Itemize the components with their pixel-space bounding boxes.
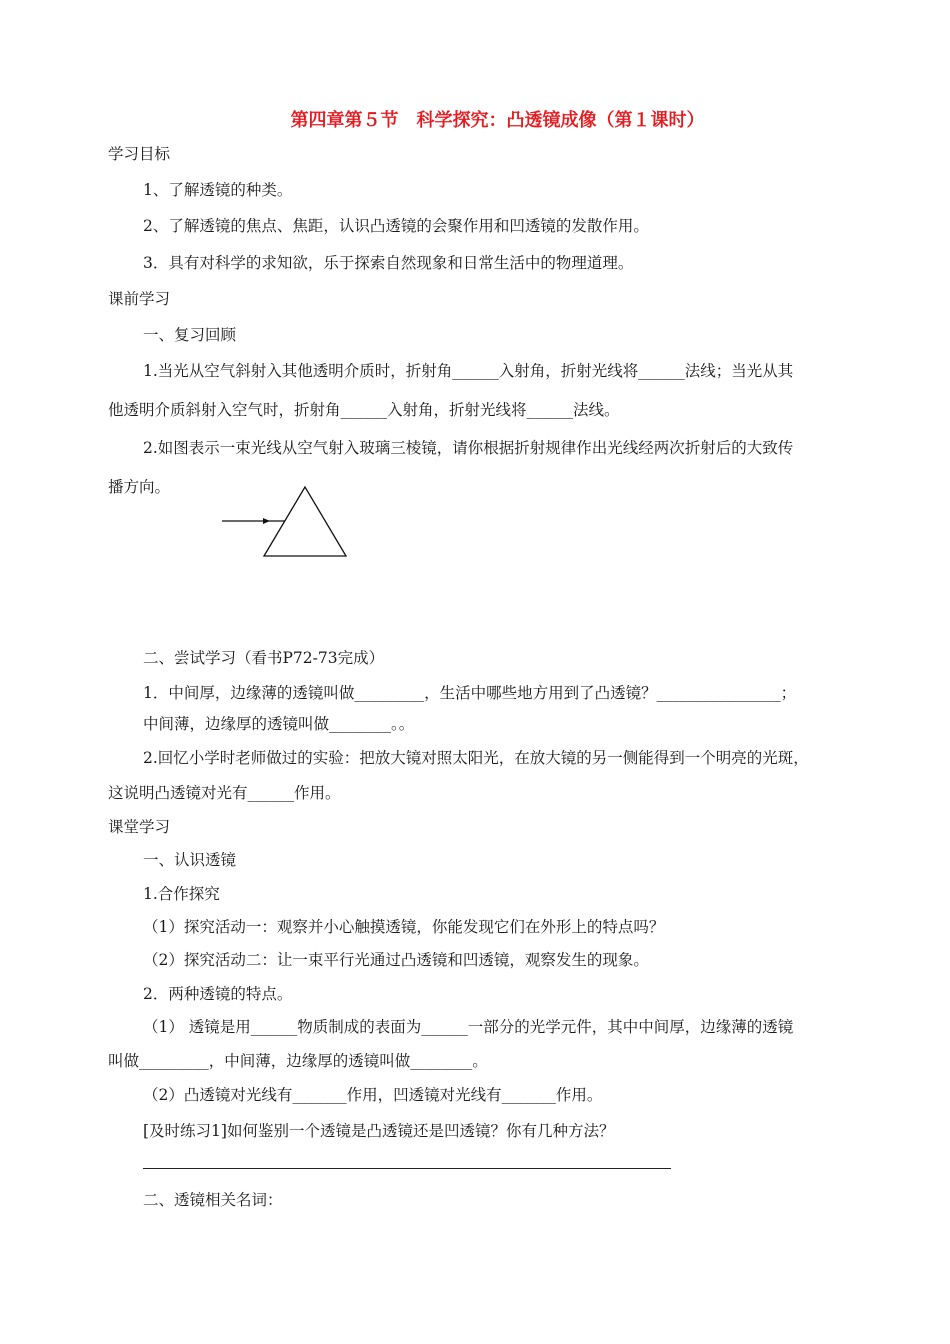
trial-2-line-2: 这说明凸透镜对光有______作用。 bbox=[108, 784, 341, 802]
inclass-heading: 课堂学习 bbox=[108, 818, 171, 836]
feature-1-line-1: （1） 透镜是用______物质制成的表面为______一部分的光学元件，其中中间厚，边缘薄的透镜 bbox=[143, 1018, 794, 1036]
lens-features: 2．两种透镜的特点。 bbox=[143, 985, 293, 1003]
question-2-line-1: 2.如图表示一束光线从空气射入玻璃三棱镜，请你根据折射规律作出光线经两次折射后的大致传 bbox=[143, 439, 794, 457]
page-title: 第四章第５节 科学探究：凸透镜成像（第１课时） bbox=[290, 110, 705, 131]
question-2-line-2: 播方向。 bbox=[108, 478, 171, 496]
objective-item-1: 1、了解透镜的种类。 bbox=[143, 181, 293, 199]
objective-item-3: 3．具有对科学的求知欲，乐于探索自然现象和日常生活中的物理道理。 bbox=[143, 254, 634, 272]
trial-1-line-1: 1．中间厚，边缘薄的透镜叫做_________，生活中哪些地方用到了凸透镜？________________； bbox=[143, 684, 797, 702]
feature-2: （2）凸透镜对光线有_______作用，凹透镜对光线有_______作用。 bbox=[143, 1086, 603, 1104]
activity-1: （1）探究活动一：观察并小心触摸透镜，你能发现它们在外形上的特点吗？ bbox=[143, 918, 665, 936]
answer-line bbox=[143, 1168, 671, 1169]
objectives-heading: 学习目标 bbox=[108, 145, 171, 163]
objective-item-2: 2、了解透镜的焦点、焦距，认识凸透镜的会聚作用和凹透镜的发散作用。 bbox=[143, 217, 649, 235]
preclass-heading: 课前学习 bbox=[108, 290, 171, 308]
question-1-line-2: 他透明介质斜射入空气时，折射角______入射角，折射光线将______法线。 bbox=[108, 401, 620, 419]
trial-2-line-1: 2.回忆小学时老师做过的实验：把放大镜对照太阳光，在放大镜的另一侧能得到一个明亮的光斑， bbox=[143, 749, 809, 767]
activity-2: （2）探究活动二：让一束平行光通过凸透镜和凹透镜，观察发生的现象。 bbox=[143, 951, 649, 969]
section-2-heading: 二、透镜相关名词： bbox=[143, 1191, 283, 1209]
trial-1-line-2: 中间薄，边缘厚的透镜叫做________。。 bbox=[143, 715, 415, 733]
question-1-line-1: 1.当光从空气斜射入其他透明介质时，折射角______入射角，折射光线将______法线；当光从其 bbox=[143, 362, 794, 380]
feature-1-line-2: 叫做_________，中间薄，边缘厚的透镜叫做________。 bbox=[108, 1052, 488, 1070]
ray-arrowhead-icon bbox=[263, 518, 270, 524]
practice-1: [及时练习1]如何鉴别一个透镜是凸透镜还是凹透镜？你有几种方法？ bbox=[143, 1122, 615, 1140]
section-1-heading: 一、认识透镜 bbox=[143, 851, 237, 869]
review-heading: 一、复习回顾 bbox=[143, 326, 237, 344]
cooperative-inquiry: 1.合作探究 bbox=[143, 885, 220, 903]
trial-heading: 二、尝试学习（看书P72-73完成） bbox=[143, 649, 385, 667]
